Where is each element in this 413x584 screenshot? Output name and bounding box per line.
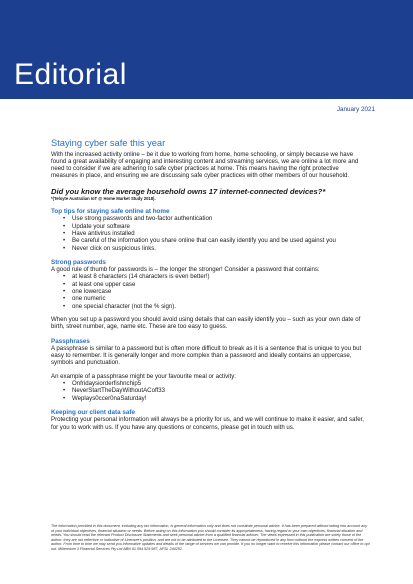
intro-paragraph: With the increased activity online – be it due to working from home, home schooling, or simply because we have found a great availability of engaging and interesting content and streaming services, we are online a lot more and need to consider if we are adhering to safe cyber practices at home. This means having the right protective measures in place, and ensuring we are discussing safe cyber practices with other members of our household. [51, 150, 359, 180]
issue-date: January 2021 [336, 106, 375, 113]
passphrase-examples-list [51, 380, 366, 402]
tips-list [51, 215, 366, 251]
list-item: • Use strong passwords and two-factor authentication [51, 215, 366, 222]
article-body [51, 138, 366, 431]
list-item: • at least 8 characters (14 characters is even better!) [51, 273, 366, 280]
page-title: Editorial [14, 58, 127, 91]
header-banner [0, 0, 413, 99]
list-item: • NeverStartTheDayWithoutACoff33 [51, 387, 366, 394]
password-advice-paragraph: When you set up a password you should avoid using details that can easily identify you – such as your own date of birth, street number, age, name etc. These are too easy to guess. [51, 315, 361, 331]
section-title-cyber-safe: Staying cyber safe this year [51, 138, 166, 148]
list-item: • Onfridaysiorderfishnchip5 [51, 380, 366, 387]
passwords-paragraph: A good rule of thumb for passwords is – the longer the stronger! Consider a password that contains: [51, 266, 320, 274]
list-item: • Be careful of the information you share online that can easily identify you and be used against you [51, 237, 366, 244]
section-title-passwords: Strong passwords [51, 258, 106, 266]
device-question: Did you know the average household owns 17 internet-connected devices?* [51, 186, 326, 196]
list-item: • one numeric [51, 295, 366, 302]
section-title-passphrases: Passphrases [51, 337, 90, 345]
list-item: • at least one upper case [51, 281, 366, 288]
list-item: • Never click on suspicious links. [51, 245, 366, 252]
question-source: *(Telsyte Australian IoT @ Home Market Study 2018). [51, 195, 156, 201]
list-item: • Weplays0ccer0naSaturday! [51, 395, 366, 402]
passphrases-paragraph: A passphrase is similar to a password but is often more difficult to break as it is a sentence that is unique to you but easy to remember. It is generally longer and more complex than a password and ideally contains an uppercase, symbols and punctuation. [51, 344, 362, 367]
password-rules-list [51, 273, 366, 309]
client-data-paragraph: Protecting your personal information will always be a priority for us, and we will continue to make it easier, and safer, for you to work with us. If you have any questions or concerns, please get in touch with us. [51, 416, 364, 431]
list-item: • Have antivirus installed [51, 230, 366, 237]
list-item: • one lowercase [51, 288, 366, 295]
legal-disclaimer: The information provided in this document, including any tax information, is general information only and does not constitute personal advice. It has been prepared without taking into account any of your individual objectives, financial situation or needs. Before acting on this information you should consider its appropriateness, having regard to your own objectives, financial situation and needs. You should read the relevant Product Disclosure Statements and seek personal advice from a qualified financial adviser. The views expressed in this publication are solely those of the author; they are not reflective or indicative of Licensee's position, and are not to be attributed to the Licensee. They cannot be reproduced in any form without the express written consent of the author. From time to time we may send you informative updates and details of the range of services we can provide. If you no longer want to receive this information please contact our office to opt out. Millennium 3 Financial Services Pty Ltd ABN 61 094 529 987, AFSL 244252. [51, 524, 370, 551]
passphrase-example-intro: An example of a passphrase might be your favourite meal or activity: [51, 372, 236, 380]
list-item: • Update your software [51, 223, 366, 230]
list-item: • one special character (not the % sign). [51, 303, 366, 310]
section-title-tips: Top tips for staying safe online at home [51, 208, 170, 216]
section-title-client-data: Keeping our client data safe [51, 408, 135, 416]
